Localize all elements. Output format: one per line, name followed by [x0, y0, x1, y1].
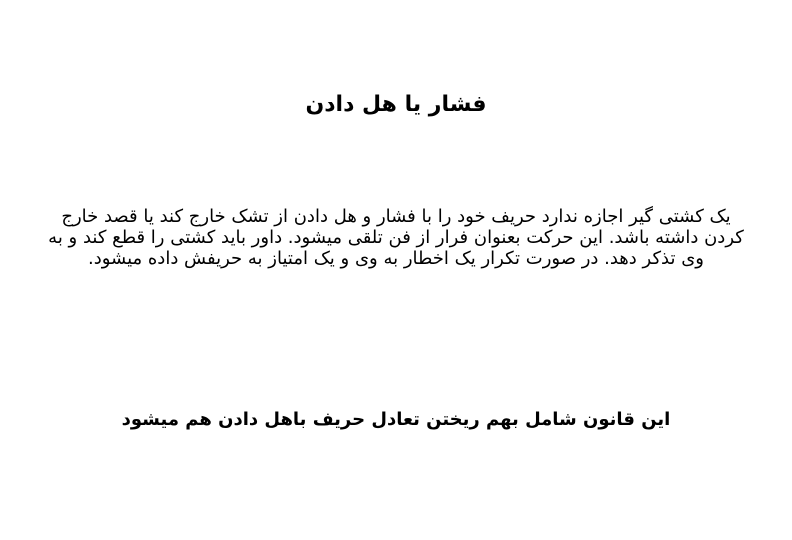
slide-title: فشار یا هل دادن — [305, 92, 487, 117]
slide-note: این قانون شامل بهم ریختن تعادل حریف باهل دادن هم میشود — [121, 409, 671, 430]
slide-body-text: یک کشتی گیر اجازه ندارد حریف خود را با فشار و هل دادن از تشک خارج کند یا قصد خارج کردن داشته باشد. این حرکت بعنوان فرار از فن تلقی میشود. داور باید کشتی را قطع کند و به وی تذکر دهد. در صورت تکرار یک اخطار به وی و یک امتیاز به حریفش داده میشود. — [48, 206, 744, 269]
